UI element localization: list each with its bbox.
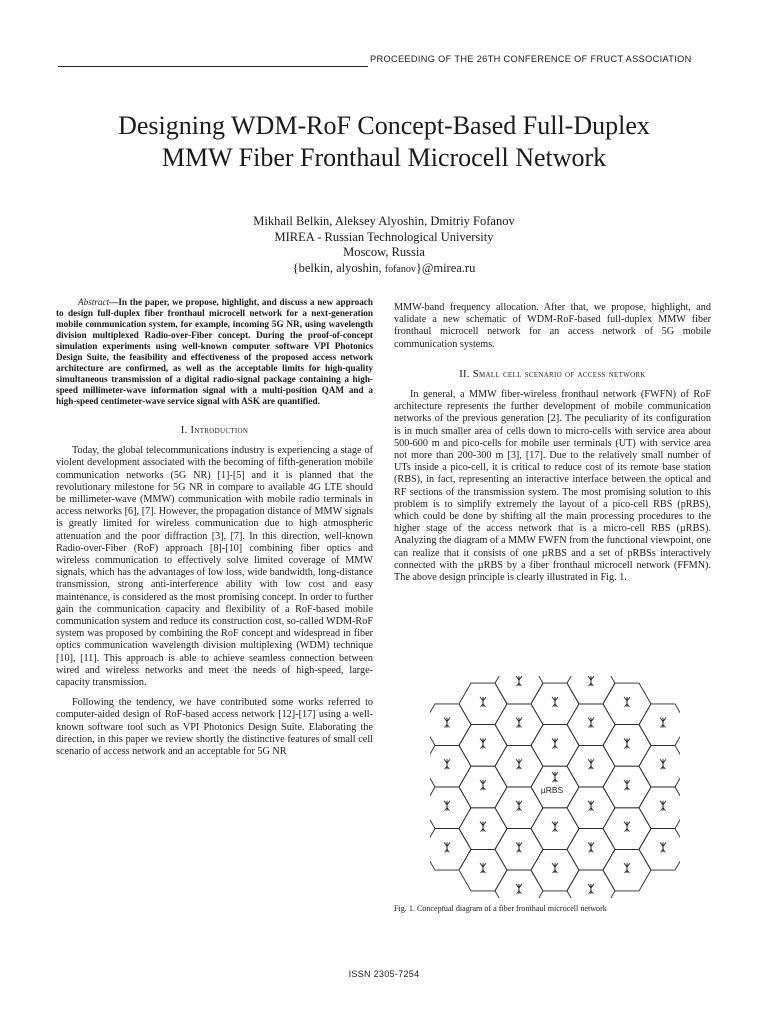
- antenna-icon: [588, 676, 594, 686]
- antenna-icon: [516, 842, 522, 852]
- antenna-icon: [444, 842, 450, 852]
- antenna-icon: [624, 822, 630, 832]
- antenna-icon: [480, 780, 486, 790]
- email-prefix: {belkin, alyoshin,: [292, 260, 385, 275]
- antenna-icon: [444, 759, 450, 769]
- antenna-icon: [588, 718, 594, 728]
- antenna-icon: [552, 822, 558, 832]
- intro-paragraph-1: Today, the global telecommunications industry is experiencing a stage of violent development associated with the becoming of fifth-generation mobile communication networks (5G NR) [1]-[5] and it is planned that the revolutionary milestone for 5G NR in compare to available 4G LTE should be millimeter-wave (MMW) communication with mobile radio terminals in access networks [6], [7]. However, the propagation distance of MMW signals is greatly limited for wireless communication due to high atmospheric attenuation and the poor diffraction [3], [7]. In this direction, well-known Radio-over-Fiber (RoF) approach [8]-[10] combining fiber optics and wireless communication to effectively solve limited coverage of MMW signals, which has the advantages of low loss, wide bandwidth, long-distance transmission, strong anti-interference ability with low cost and easy maintenance, is considered as the most promising concept. In order to further gain the communication capacity and flexibility of a RoF-based mobile communication system and reduce its construction cost, so-called WDM-RoF system was proposed by combining the RoF concept and widespread in fiber optics communication wavelength division multiplexing (WDM) technique [10], [11]. This approach is able to achieve seamless connection between wired and wireless networks and meet the needs of high-speed, large-capacity transmission.: [56, 445, 373, 689]
- antenna-icon: [588, 759, 594, 769]
- antenna-icon: [516, 676, 522, 686]
- hex-cell: [639, 704, 680, 746]
- antenna-icon: [624, 738, 630, 748]
- author-affiliation: MIREA - Russian Technological University: [274, 229, 494, 244]
- antenna-icon: [624, 697, 630, 707]
- continuation-paragraph: MMW-band frequency allocation. After that, we propose, highlight, and validate a new schematic of WDM-RoF-based full-duplex MMW fiber fronthaul microcell network for an access network of 5G mobile communication systems.: [394, 302, 711, 350]
- abstract: [56, 297, 373, 407]
- figure-caption: Fig. 1. Conceptual diagram of a fiber fronthaul microcell network: [394, 904, 607, 913]
- right-column: [394, 302, 711, 584]
- antenna-icon: [516, 884, 522, 894]
- abstract-label: Abstract: [78, 297, 110, 307]
- hex-cell: [430, 704, 471, 746]
- title-line-2: MMW Fiber Fronthaul Microcell Network: [161, 143, 607, 172]
- running-head: PROCEEDING OF THE 26TH CONFERENCE OF FRUCT ASSOCIATION: [370, 54, 692, 64]
- antenna-icon: [552, 772, 558, 782]
- small-cell-paragraph: In general, a MMW fiber-wireless fronthaul network (FWFN) of RoF architecture represents the further development of mobile communication networks of the previous generation [2]. The peculiarity of its configuration is in much smaller area of cells down to micro-cells with service area about 500-600 m and pico-cells for mobile user terminals (UT) with service area not more than 200-300 m [3], [17]. Due to the relatively small number of UTs inside a pico-cell, it is critical to reduce cost of its remote base station (RBS), in fact, representing an interactive interface between the optical and RF sections of the transmission system. The most promising solution to this problem is to simplify extremely the layout of a pico-cell RBS (pRBS), which could be done by shifting all the main processing procedures to the higher stage of the access network that is a micro-cell RBS (µRBS). Analyzing the diagram of a MMW FWFN from the functional viewpoint, one can realize that it consists of one µRBS and a set of pRBSs interactively connected with the µRBS by a fiber fronthaul microcell network (FFMN). The above design principle is clearly illustrated in Fig. 1.: [394, 389, 711, 584]
- antenna-icon: [480, 863, 486, 873]
- section-heading-small-cell: II. Small cell scenario of access network: [459, 368, 646, 380]
- paper-title: [40, 110, 728, 174]
- abstract-dash: —: [109, 297, 119, 307]
- email-small: fofanov: [384, 263, 416, 275]
- antenna-icon: [660, 718, 666, 728]
- antenna-icon: [588, 801, 594, 811]
- antenna-icon: [516, 801, 522, 811]
- author-location: Moscow, Russia: [343, 245, 425, 259]
- author-block: [140, 214, 628, 277]
- footer-issn: ISSN 2305-7254: [348, 969, 420, 979]
- left-column: [56, 297, 373, 758]
- antenna-icon: [624, 863, 630, 873]
- author-names: Mikhail Belkin, Aleksey Alyoshin, Dmitriy Fofanov: [253, 214, 515, 228]
- antenna-icon: [552, 738, 558, 748]
- antenna-icon: [660, 842, 666, 852]
- hex-cell: [430, 829, 471, 871]
- antenna-icon: [588, 842, 594, 852]
- hex-cell: [639, 787, 680, 829]
- antenna-icon: [624, 780, 630, 790]
- center-cell-label: µRBS: [540, 785, 564, 795]
- antenna-icon: [516, 718, 522, 728]
- hex-cell: [430, 745, 471, 787]
- antenna-icon: [480, 738, 486, 748]
- antenna-icon: [552, 863, 558, 873]
- abstract-text: In the paper, we propose, highlight, and discuss a new approach to design full-duplex fiber fronthaul microcell network for a next-generation mobile communication system, for example, incoming 5G NR, using wavelength division multiplexed Radio-over-Fiber concept. During the proof-of-concept simulation experiments using well-known computer software VPI Photonics Design Suite, the feasibility and effectiveness of the proposed access network architecture are confirmed, as well as the acceptable limits for high-quality simultaneous transmission of a digital radio-signal package containing a high-speed millimeter-wave information signal with a multi-position QAM and a high-speed centimeter-wave service signal with ASK are quantified.: [56, 297, 373, 406]
- antenna-icon: [516, 759, 522, 769]
- antenna-icon: [444, 801, 450, 811]
- antenna-icon: [552, 697, 558, 707]
- intro-paragraph-2: Following the tendency, we have contributed some works referred to computer-aided design of RoF-based access network [12]-[17] using a well-known software tool such as VPI Photonics Design Suite. Elaborating the direction, in this paper we review shortly the distinctive features of small cell scenario of access network and an acceptable for 5G NR: [56, 697, 373, 758]
- hex-cell-diagram: [430, 676, 680, 898]
- antenna-icon: [480, 697, 486, 707]
- hex-cell: [639, 829, 680, 871]
- antenna-icon: [660, 759, 666, 769]
- antenna-icon: [588, 884, 594, 894]
- hex-cell: [639, 745, 680, 787]
- section-heading-introduction: I. Introduction: [180, 425, 249, 436]
- email-suffix: }@mirea.ru: [415, 260, 476, 275]
- antenna-icon: [660, 801, 666, 811]
- title-line-1: Designing WDM-RoF Concept-Based Full-Duplex: [118, 111, 650, 140]
- hex-cell: [430, 787, 471, 829]
- author-email: [140, 261, 628, 278]
- antenna-icon: [444, 718, 450, 728]
- antenna-icon: [480, 822, 486, 832]
- header-rule: [58, 66, 368, 67]
